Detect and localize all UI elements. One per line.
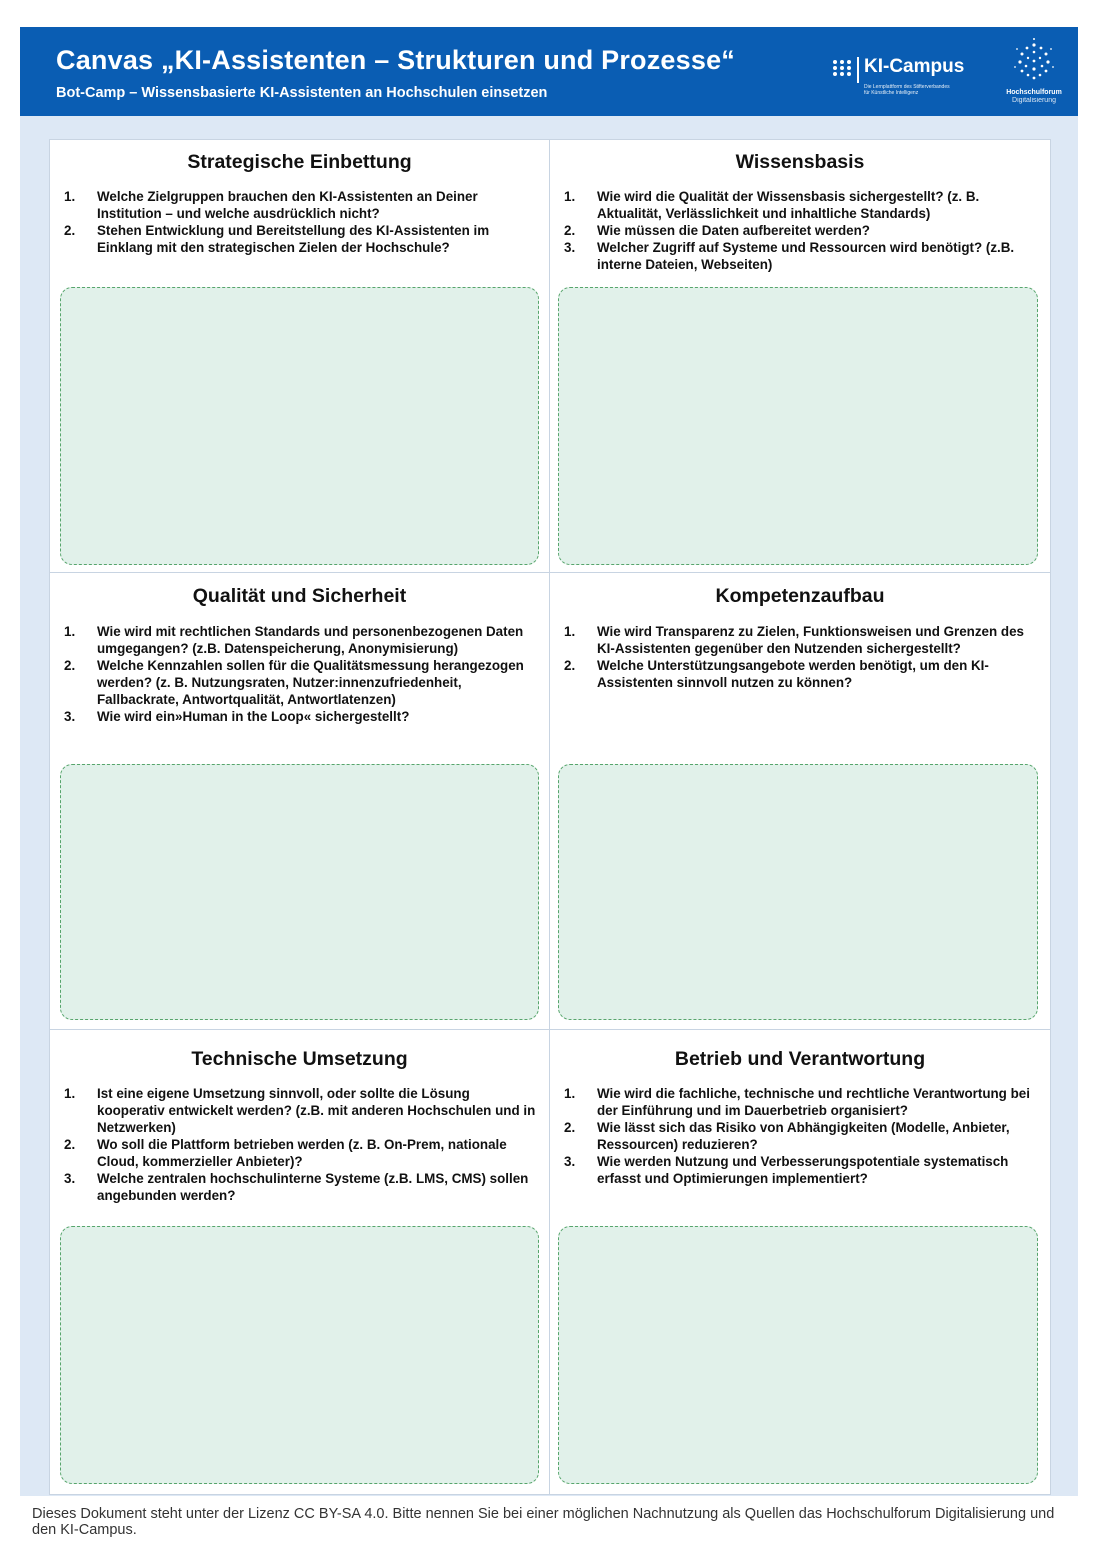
question-number: 1.: [564, 624, 576, 639]
question-list: [64, 1085, 540, 1204]
section-title: Qualität und Sicherheit: [192, 585, 407, 607]
question-item: [564, 188, 1040, 222]
answer-area[interactable]: [558, 1226, 1038, 1484]
question-item: [64, 623, 540, 657]
question-text: Welche Unterstützungsangebote werden benötigt, um den KI-Assistenten sinnvoll nutzen zu können?: [597, 658, 989, 690]
hochschulforum-name-line-1: Hochschulforum: [1006, 89, 1062, 96]
section-title: Strategische Einbettung: [187, 151, 412, 173]
question-number: 1.: [64, 189, 76, 204]
answer-area[interactable]: [558, 764, 1038, 1020]
question-number: 2.: [564, 223, 576, 238]
question-text: Stehen Entwicklung und Bereitstellung des KI-Assistenten im Einklang mit den strategischen Zielen der Hochschule?: [97, 223, 490, 255]
question-number: 3.: [64, 1171, 76, 1186]
ki-campus-tagline: [864, 84, 950, 96]
question-text: Wie müssen die Daten aufbereitet werden?: [597, 223, 870, 238]
question-number: 1.: [564, 189, 576, 204]
answer-area[interactable]: [558, 287, 1038, 565]
ki-campus-tagline-line-2: für Künstliche Intelligenz: [864, 90, 919, 96]
question-text: Welcher Zugriff auf Systeme und Ressourcen wird benötigt? (z.B. interne Dateien, Webseiten): [597, 240, 1015, 272]
question-text: Wie wird die fachliche, technische und rechtliche Verantwortung bei der Einführung und im Dauerbetrieb organisiert?: [597, 1086, 1030, 1118]
question-text: Wie wird Transparenz zu Zielen, Funktionsweisen und Grenzen des KI-Assistenten gegenüber den Nutzenden sichergestellt?: [597, 624, 1024, 656]
license-footer: Dieses Dokument steht unter der Lizenz CC BY-SA 4.0. Bitte nennen Sie bei einer möglichen Nachnutzung als Quellen das Hochschulforum Digitalisierung und den KI-Campus.: [32, 1506, 1055, 1538]
question-number: 1.: [564, 1086, 576, 1101]
question-item: [64, 708, 540, 725]
question-list: [564, 1085, 1040, 1187]
section-title: Technische Umsetzung: [191, 1048, 408, 1070]
question-list: [564, 623, 1040, 691]
question-number: 2.: [64, 658, 76, 673]
question-text: Wie wird ein»Human in the Loop« sichergestellt?: [97, 709, 410, 724]
section-kompetenzaufbau: [550, 573, 1050, 1029]
ki-campus-tagline-line-1: Die Lernplattform des Stifterverbandes: [864, 84, 950, 90]
hochschulforum-name-line-2: Digitalisierung: [1012, 97, 1056, 104]
question-list: [64, 188, 536, 256]
question-number: 3.: [564, 240, 576, 255]
answer-area[interactable]: [60, 287, 539, 565]
hochschulforum-logo: [998, 37, 1070, 113]
section-title: Wissensbasis: [735, 151, 865, 173]
question-text: Welche Zielgruppen brauchen den KI-Assistenten an Deiner Institution – und welche ausdrücklich nicht?: [97, 189, 478, 221]
question-item: [64, 1085, 540, 1136]
question-item: [564, 1085, 1040, 1119]
question-item: [564, 1153, 1040, 1187]
section-title: Betrieb und Verantwortung: [674, 1048, 926, 1070]
question-number: 2.: [64, 223, 76, 238]
question-text: Wie wird mit rechtlichen Standards und personenbezogenen Daten umgegangen? (z.B. Datenspeicherung, Anonymisierung): [97, 624, 524, 656]
question-list: [564, 188, 1040, 273]
section-wissensbasis: [550, 140, 1050, 572]
answer-area[interactable]: [60, 1226, 539, 1484]
question-item: [564, 239, 1040, 273]
question-item: [564, 222, 1040, 239]
header-banner: [20, 27, 1078, 116]
question-text: Welche zentralen hochschulinterne Systeme (z.B. LMS, CMS) sollen angebunden werden?: [97, 1171, 529, 1203]
ki-campus-name: KI-Campus: [864, 56, 965, 77]
question-number: 2.: [64, 1137, 76, 1152]
question-text: Wo soll die Plattform betrieben werden (z. B. On-Prem, nationale Cloud, kommerzieller Anbieter)?: [97, 1137, 507, 1169]
question-number: 1.: [64, 1086, 76, 1101]
ki-campus-logo: [832, 57, 1002, 107]
question-item: [64, 1136, 540, 1170]
question-text: Wie wird die Qualität der Wissensbasis sichergestellt? (z. B. Aktualität, Verlässlichkeit und inhaltliche Standards): [597, 189, 980, 221]
question-item: [64, 188, 536, 222]
section-technische-umsetzung: [50, 1030, 549, 1494]
question-item: [564, 657, 1040, 691]
section-title: Kompetenzaufbau: [715, 585, 885, 607]
question-number: 2.: [564, 658, 576, 673]
section-strategische-einbettung: [50, 140, 549, 572]
section-qualitaet-und-sicherheit: [50, 573, 549, 1029]
question-list: [64, 623, 540, 725]
page-subtitle: Bot-Camp – Wissensbasierte KI-Assistenten an Hochschulen einsetzen: [56, 85, 548, 101]
question-item: [64, 222, 536, 256]
ki-campus-dots-icon: [832, 59, 852, 77]
ki-campus-divider: [857, 57, 859, 83]
question-item: [564, 1119, 1040, 1153]
question-item: [64, 1170, 540, 1204]
question-number: 2.: [564, 1120, 576, 1135]
question-number: 1.: [64, 624, 76, 639]
question-text: Welche Kennzahlen sollen für die Qualitätsmessung herangezogen werden? (z. B. Nutzungsraten, Nutzer:innenzufriedenheit, Fallbackrate, Antwortqualität, Antwortlatenzen): [97, 658, 524, 707]
question-text: Ist eine eigene Umsetzung sinnvoll, oder sollte die Lösung kooperativ entwickelt werden? (z.B. mit anderen Hochschulen und in Netzwerken): [97, 1086, 536, 1135]
answer-area[interactable]: [60, 764, 539, 1020]
hochschulforum-globe-icon: [1012, 37, 1056, 89]
question-item: [564, 623, 1040, 657]
question-item: [64, 657, 540, 708]
section-betrieb-und-verantwortung: [550, 1030, 1050, 1494]
question-text: Wie lässt sich das Risiko von Abhängigkeiten (Modelle, Anbieter, Ressourcen) reduzieren?: [597, 1120, 1010, 1152]
page-title: Canvas „KI-Assistenten – Strukturen und Prozesse“: [56, 45, 735, 75]
question-number: 3.: [564, 1154, 576, 1169]
question-text: Wie werden Nutzung und Verbesserungspotentiale systematisch erfasst und Optimierungen implementiert?: [597, 1154, 1009, 1186]
question-number: 3.: [64, 709, 76, 724]
